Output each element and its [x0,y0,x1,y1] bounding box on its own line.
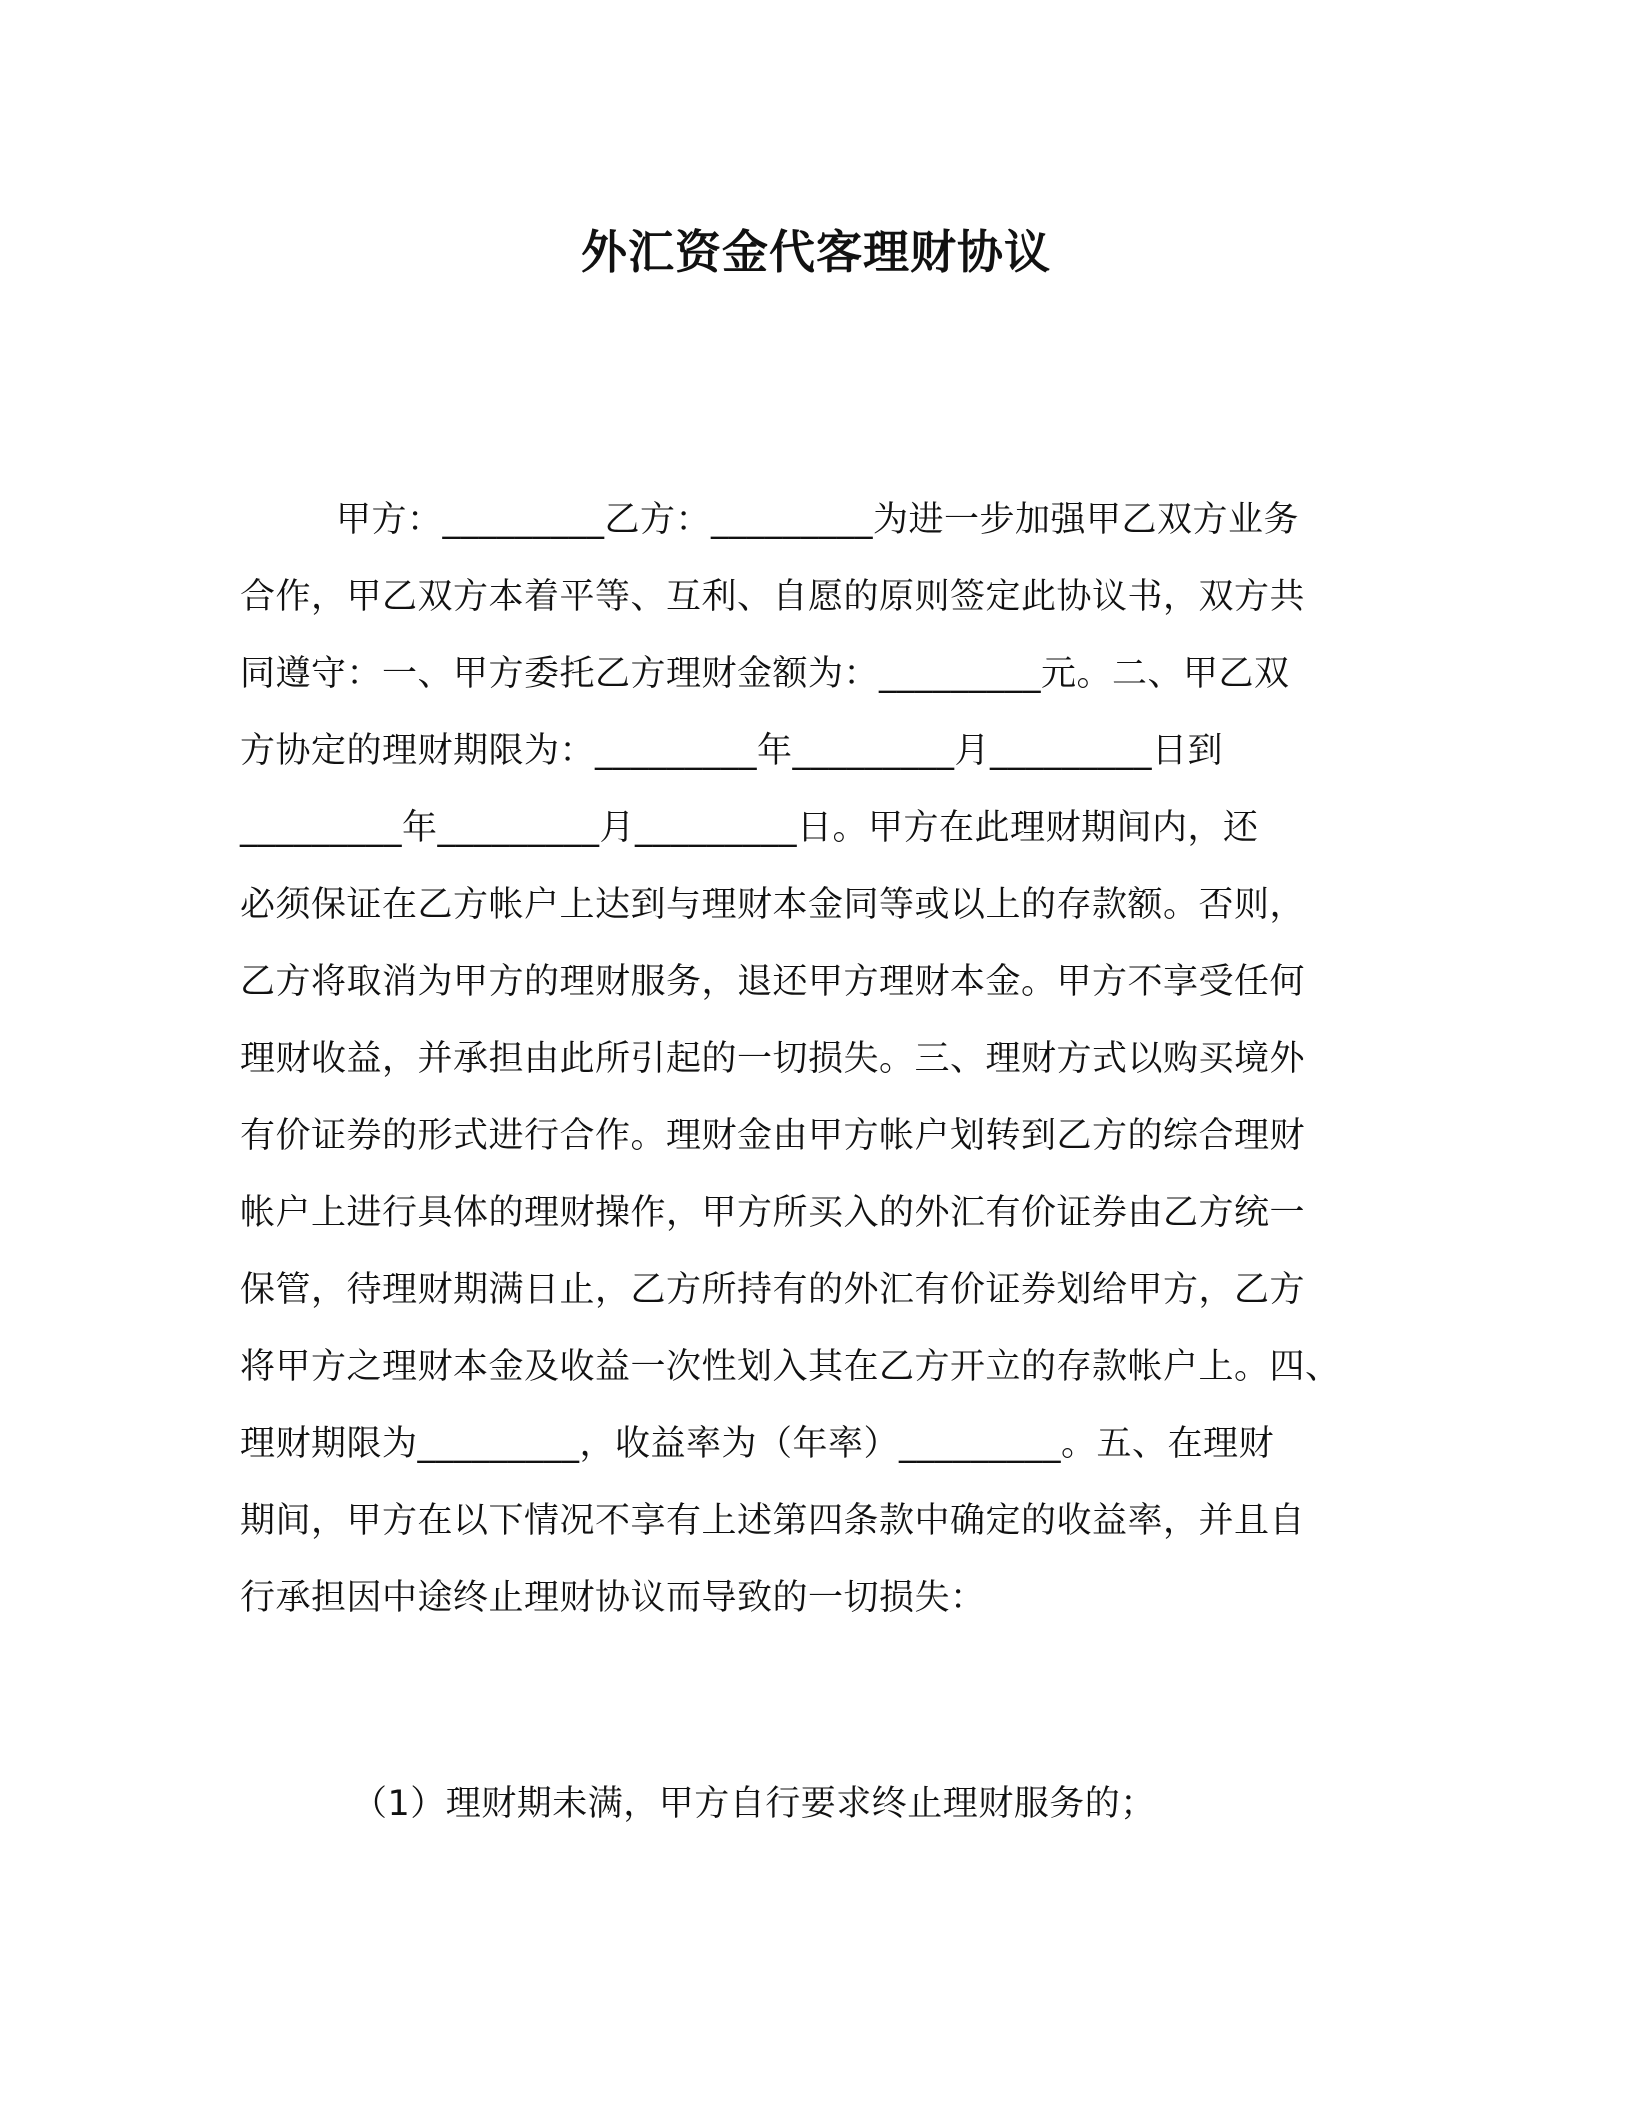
body-line: 合作，甲乙双方本着平等、互利、自愿的原则签定此协议书，双方共 [240,577,1306,617]
body-line: 帐户上进行具体的理财操作，甲方所买入的外汇有价证券由乙方统一 [240,1193,1306,1233]
document-title: 外汇资金代客理财协议 [581,225,1051,279]
body-line: 甲方：_________乙方：_________为进一步加强甲乙双方业务 [336,500,1300,540]
body-line: 同遵守：一、甲方委托乙方理财金额为：_________元。二、甲乙双 [240,654,1290,694]
body-line: 将甲方之理财本金及收益一次性划入其在乙方开立的存款帐户上。四、 [240,1347,1341,1387]
body-line: _________年_________月_________日。甲方在此理财期间内，还 [240,808,1259,848]
body-line: 乙方将取消为甲方的理财服务，退还甲方理财本金。甲方不享受任何 [240,962,1306,1002]
body-line: 理财期限为_________，收益率为（年率）_________。五、在理财 [240,1424,1275,1464]
body-line: 方协定的理财期限为：_________年_________月_________日到 [240,731,1224,771]
body-line: 必须保证在乙方帐户上达到与理财本金同等或以上的存款额。否则， [240,885,1306,925]
body-line: 行承担因中途终止理财协议而导致的一切损失： [240,1578,986,1618]
body-line: 有价证券的形式进行合作。理财金由甲方帐户划转到乙方的综合理财 [240,1116,1306,1156]
body-line: 理财收益，并承担由此所引起的一切损失。三、理财方式以购买境外 [240,1039,1306,1079]
clause-1: （1）理财期未满，甲方自行要求终止理财服务的； [352,1784,1156,1824]
body-line: 保管，待理财期满日止，乙方所持有的外汇有价证券划给甲方，乙方 [240,1270,1306,1310]
body-line: 期间，甲方在以下情况不享有上述第四条款中确定的收益率，并且自 [240,1501,1306,1541]
